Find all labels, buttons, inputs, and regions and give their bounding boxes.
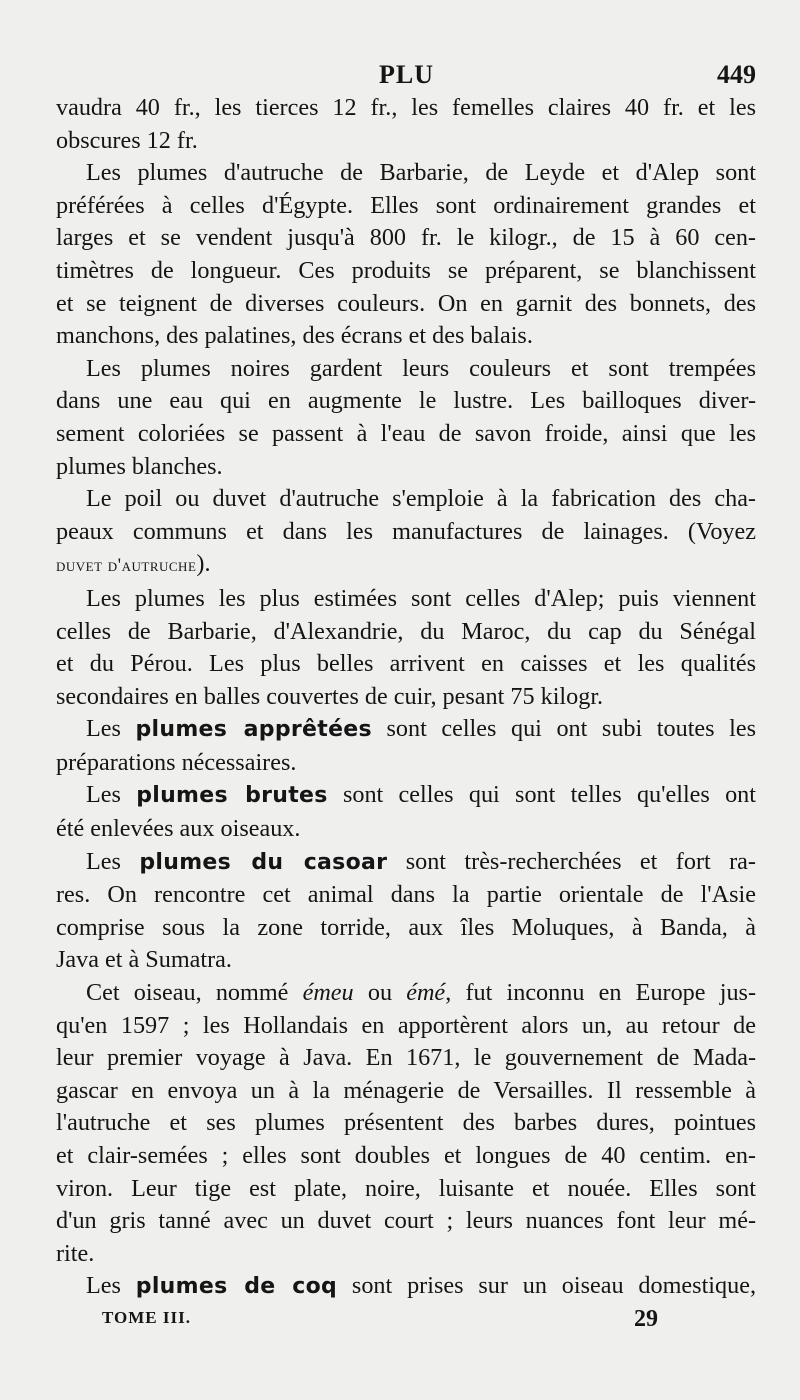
text-line: [56, 846, 756, 880]
text-span: sont celles qui sont telles qu'elles ont: [327, 781, 756, 809]
text-line: dans une eau qui en augmente le lustre. Les bailloques diver-: [56, 387, 756, 415]
text-line: [56, 779, 756, 813]
text-line: comprise sous la zone torride, aux îles Moluques, à Banda, à: [56, 913, 756, 941]
text-span: Les: [86, 781, 137, 809]
text-span: sont prises sur un oiseau domestique,: [337, 1272, 756, 1300]
text-line: préparations nécessaires.: [56, 748, 297, 776]
text-line: celles de Barbarie, d'Alexandrie, du Maroc, du cap du Sénégal: [56, 617, 756, 645]
text-line: leur premier voyage à Java. En 1671, le gouvernement de Mada-: [56, 1044, 756, 1072]
text-line: peaux communs et dans les manufactures de lainages. (Voyez: [56, 517, 756, 545]
text-span: ).: [196, 550, 211, 578]
volume-label: TOME III.: [102, 1307, 191, 1327]
text-line: d'un gris tanné avec un duvet court ; leurs nuances font leur mé-: [56, 1207, 756, 1235]
text-line: larges et se vendent jusqu'à 800 fr. le kilogr., de 15 à 60 cen-: [56, 224, 756, 252]
cross-reference: duvet d'autruche: [56, 555, 197, 577]
text-line: gascar en envoya un à la ménagerie de Versailles. Il ressemble à: [56, 1076, 756, 1104]
text-line: plumes blanches.: [56, 452, 223, 480]
text-line: vaudra 40 fr., les tierces 12 fr., les femelles claires 40 fr. et les: [56, 94, 756, 121]
text-span: ou: [353, 979, 407, 1007]
text-line: secondaires en balles couvertes de cuir, pesant 75 kilogr.: [56, 682, 604, 710]
italic-term: émeu: [302, 979, 354, 1007]
text-line: sement coloriées se passent à l'eau de savon froide, ainsi que les: [56, 419, 756, 447]
running-title: PLU: [379, 60, 434, 89]
term-heading: plumes de coq: [135, 1274, 338, 1300]
page-footer: [56, 1306, 756, 1340]
text-line: Les plumes les plus estimées sont celles d'Alep; puis viennent: [86, 584, 756, 612]
text-line: timètres de longueur. Ces produits se préparent, se blanchissent: [56, 256, 756, 284]
text-span: Les: [86, 715, 136, 743]
term-heading: plumes apprêtées: [135, 717, 372, 743]
text-span: Les: [86, 847, 140, 875]
text-line: Le poil ou duvet d'autruche s'emploie à la fabrication des cha-: [86, 485, 756, 513]
text-line: Les plumes noires gardent leurs couleurs et sont trempées: [86, 354, 756, 382]
italic-term: émé: [406, 979, 446, 1007]
text-line: [56, 713, 756, 747]
text-span: , fut inconnu en Europe jus-: [445, 979, 756, 1007]
text-line: préférées à celles d'Égypte. Elles sont ordinairement grandes et: [56, 191, 756, 219]
text-line: qu'en 1597 ; les Hollandais en apportèrent alors un, au retour de: [56, 1011, 756, 1039]
term-heading: plumes brutes: [136, 783, 328, 809]
text-line: [56, 1270, 756, 1304]
text-line: et du Pérou. Les plus belles arrivent en caisses et les qualités: [56, 650, 756, 678]
text-span: Cet oiseau, nommé: [86, 979, 303, 1007]
text-span: Les: [86, 1272, 136, 1300]
page-number: 449: [717, 60, 756, 89]
text-line: Java et à Sumatra.: [56, 946, 232, 974]
text-line: rite.: [56, 1239, 95, 1267]
text-line: obscures 12 fr.: [56, 126, 198, 154]
running-header: [56, 58, 756, 92]
text-line: et se teignent de diverses couleurs. On en garnit des bonnets, des: [56, 289, 756, 317]
text-line: l'autruche et ses plumes présentent des barbes dures, pointues: [56, 1109, 756, 1137]
page-body: [56, 92, 756, 1304]
text-line: manchons, des palatines, des écrans et des balais.: [56, 322, 533, 350]
text-line: Les plumes d'autruche de Barbarie, de Leyde et d'Alep sont: [86, 159, 756, 187]
text-span: sont très-recherchées et fort ra-: [387, 847, 756, 875]
text-line: et clair-semées ; elles sont doubles et longues de 40 centim. en-: [56, 1142, 756, 1169]
text-line: [56, 977, 756, 1010]
text-line: été enlevées aux oiseaux.: [56, 815, 301, 843]
term-heading: plumes du casoar: [139, 849, 388, 875]
text-line: res. On rencontre cet animal dans la partie orientale de l'Asie: [56, 881, 756, 909]
text-line: [56, 548, 756, 583]
text-span: sont celles qui ont subi toutes les: [371, 715, 756, 743]
signature-mark: 29: [634, 1305, 658, 1332]
text-line: viron. Leur tige est plate, noire, luisante et nouée. Elles sont: [56, 1174, 756, 1202]
